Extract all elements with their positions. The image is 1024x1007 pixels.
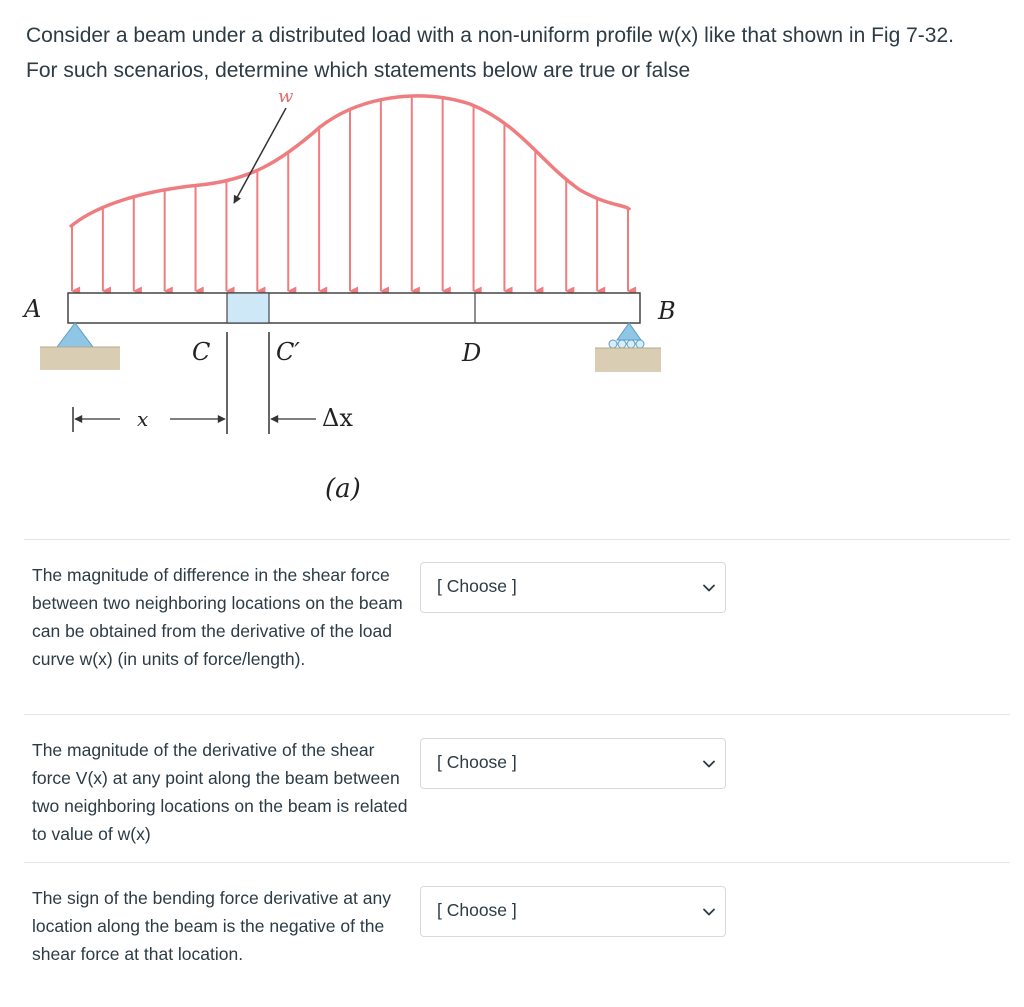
support-b-label: B <box>658 297 676 325</box>
beam-element-dx <box>227 293 269 323</box>
question-3-selected: [ Choose ] <box>437 900 517 920</box>
chevron-down-icon <box>702 757 716 771</box>
question-3-dropdown[interactable] <box>420 886 726 937</box>
support-b-roller <box>617 323 641 340</box>
point-c-label: C <box>192 338 211 366</box>
question-2-dropdown[interactable] <box>420 738 726 789</box>
beam-figure <box>20 82 700 522</box>
question-3-text: The sign of the bending force derivative at any location along the beam is the negative of the shear force at that location. <box>32 888 391 964</box>
load-label: w <box>278 86 294 107</box>
point-c-prime-label: C′ <box>276 338 300 366</box>
question-1-text: The magnitude of difference in the shear force between two neighboring locations on the beam can be obtained from the derivative of the load curve w(x) (in units of force/length). <box>32 565 403 669</box>
intro-line-1: Consider a beam under a distributed load with a non-uniform profile w(x) like that shown in Fig 7-32. <box>26 24 954 47</box>
chevron-down-icon <box>702 581 716 595</box>
figure-caption: (a) <box>325 474 361 504</box>
question-1-dropdown[interactable] <box>420 562 726 613</box>
divider-1 <box>24 539 1010 540</box>
roller-wheels <box>609 340 644 348</box>
chevron-down-icon <box>702 905 716 919</box>
divider-2 <box>24 714 1010 715</box>
question-1-selected: [ Choose ] <box>437 576 517 596</box>
support-a-label: A <box>24 295 42 323</box>
question-2-selected: [ Choose ] <box>437 752 517 772</box>
point-d-label: D <box>462 339 482 367</box>
load-leader-line <box>234 108 286 203</box>
ground-a <box>40 347 120 370</box>
x-label: x <box>137 407 149 431</box>
intro-line-2: For such scenarios, determine which statements below are true or false <box>26 59 691 82</box>
divider-3 <box>24 862 1010 863</box>
beam <box>68 293 640 323</box>
dx-label: Δx <box>322 404 353 432</box>
ground-b <box>595 348 661 372</box>
support-a-pin <box>57 323 93 347</box>
load-arrows <box>72 96 628 291</box>
question-2-text: The magnitude of the derivative of the shear force V(x) at any point along the beam between two neighboring locations on the beam is related to value of w(x) <box>32 740 408 844</box>
intro-text <box>26 18 1016 88</box>
